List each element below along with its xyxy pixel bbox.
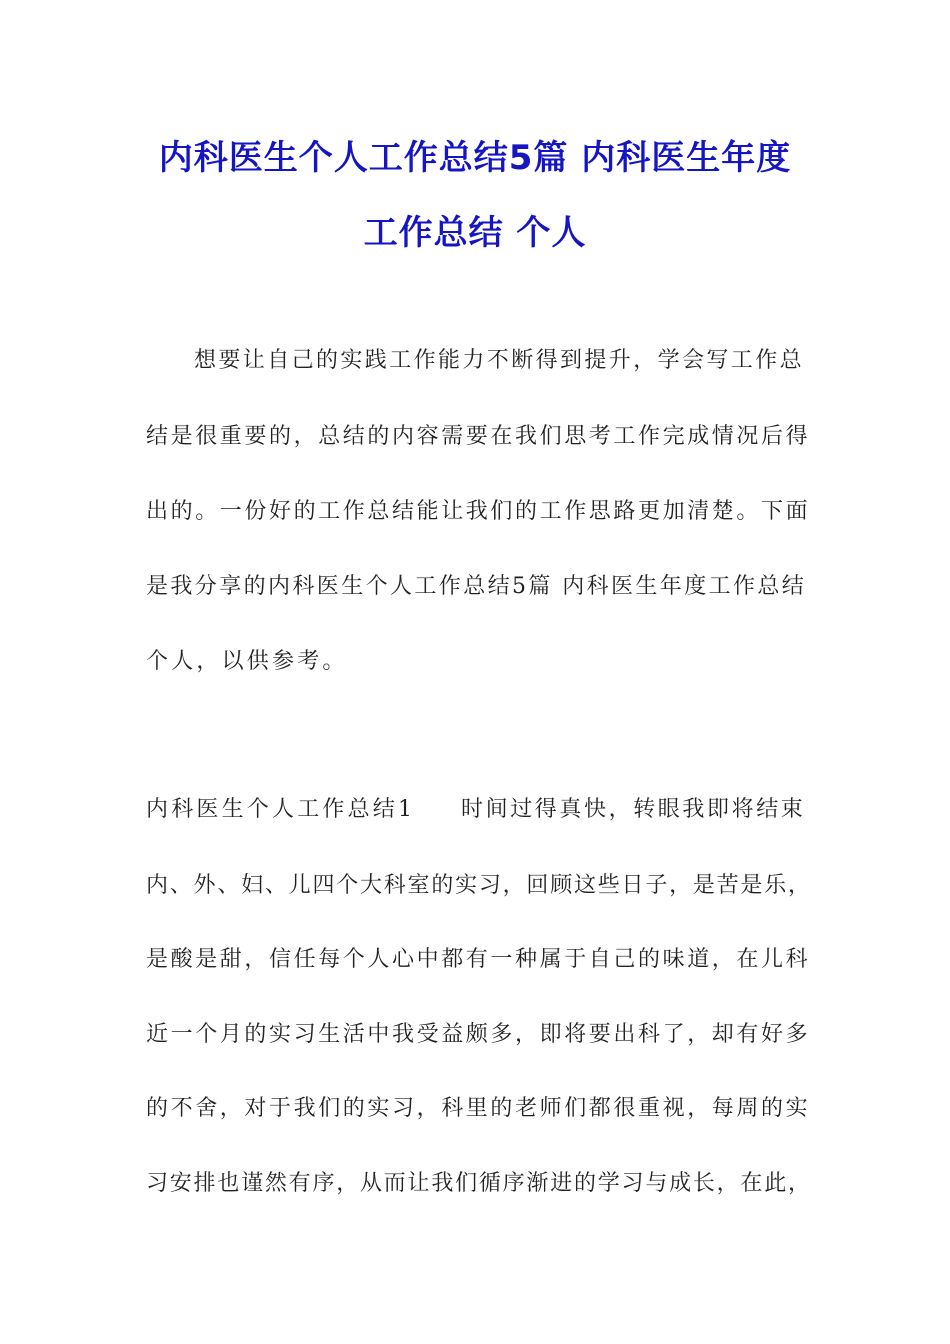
section-heading: 内科医生个人工作总结1 — [146, 797, 416, 822]
intro-line-4: 是我分享的内科医生个人工作总结5篇 内科医生年度工作总结 — [146, 574, 807, 599]
document-title-line-1: 内科医生个人工作总结5篇 内科医生年度 — [158, 138, 792, 178]
section-line-1: 时间过得真快，转眼我即将结束 — [461, 797, 806, 822]
intro-line-5: 个人，以供参考。 — [146, 649, 348, 674]
document-title-line-2: 工作总结 个人 — [363, 213, 587, 253]
intro-line-2: 结是很重要的，总结的内容需要在我们思考工作完成情况后得 — [146, 424, 811, 449]
section-line-4: 近一个月的实习生活中我受益颇多，即将要出科了，却有好多 — [146, 1022, 811, 1047]
section-line-6: 习安排也谨然有序，从而让我们循序渐进的学习与成长，在此， — [146, 1171, 810, 1196]
intro-line-1: 想要让自己的实践工作能力不断得到提升，学会写工作总 — [194, 348, 805, 373]
section-line-5: 的不舍，对于我们的实习，科里的老师们都很重视，每周的实 — [146, 1096, 811, 1121]
intro-line-3: 出的。一份好的工作总结能让我们的工作思路更加清楚。下面 — [146, 499, 811, 524]
section-line-2: 内、外、妇、儿四个大科室的实习，回顾这些日子，是苦是乐， — [146, 873, 810, 898]
section-line-3: 是酸是甜，信任每个人心中都有一种属于自己的味道，在儿科 — [146, 947, 811, 972]
